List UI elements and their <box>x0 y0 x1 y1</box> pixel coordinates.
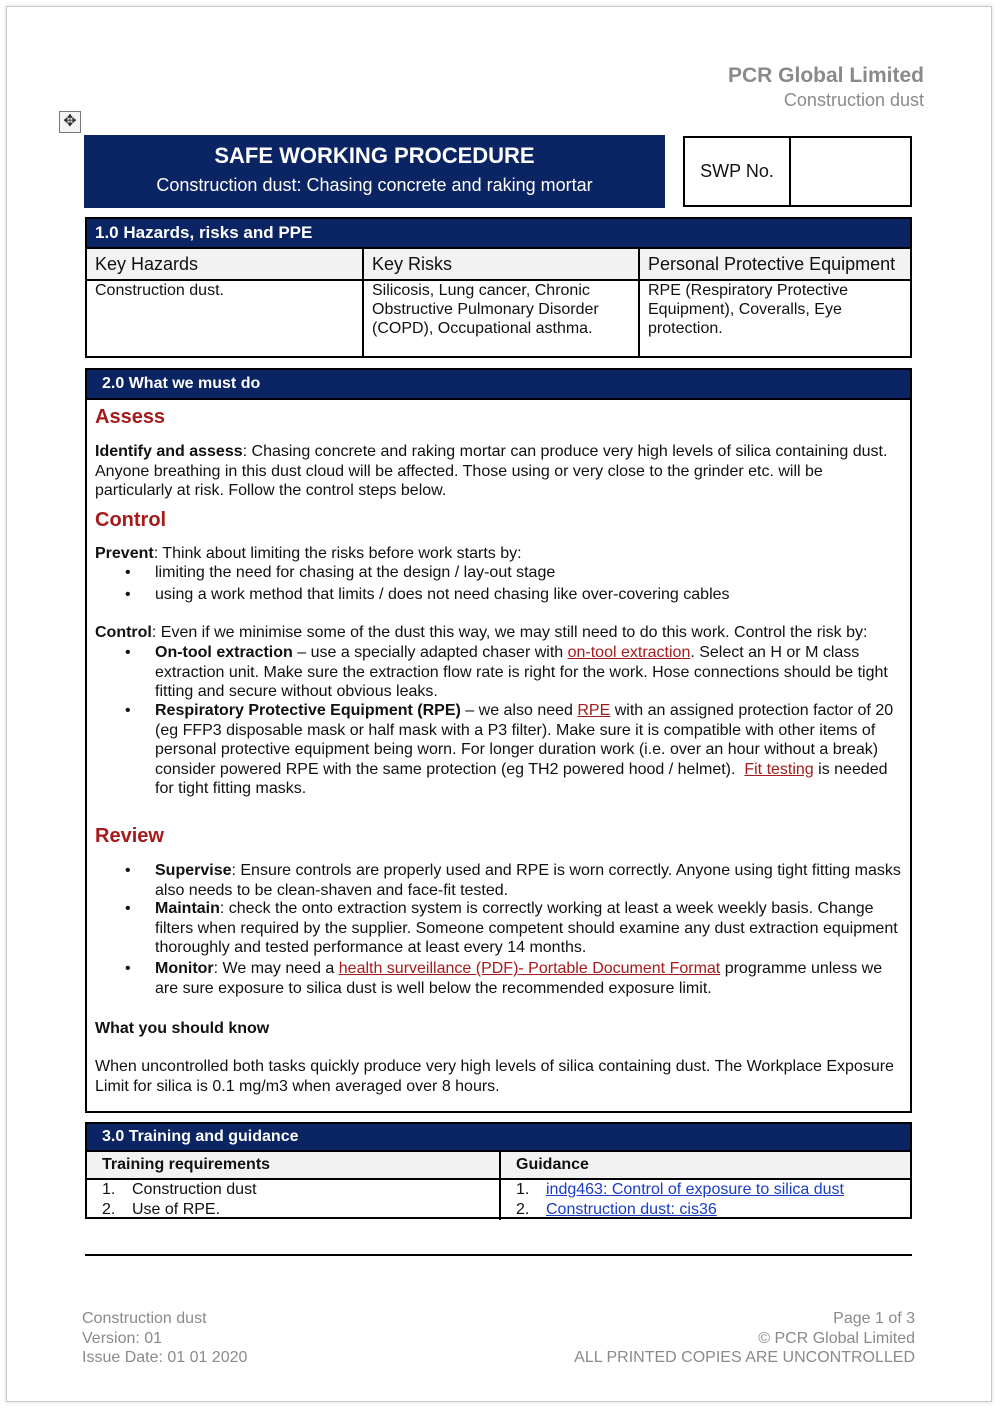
column-header: Guidance <box>500 1152 910 1179</box>
item-text: is needed for tight fitting masks. <box>155 760 888 797</box>
list-item: • using a work method that limits / does not need chasing like over-covering cables <box>125 586 730 603</box>
swp-label: SWP No. <box>685 138 791 205</box>
prevent-item: using a work method that limits / does not need chasing like over-covering cables <box>155 586 730 603</box>
rpe-link[interactable]: RPE <box>577 702 611 719</box>
table-cell: RPE (Respiratory Protective Equipment), Coveralls, Eye protection. <box>648 282 849 337</box>
cis36-link[interactable]: Construction dust: cis36 <box>546 1201 717 1218</box>
footer-right <box>574 1309 915 1368</box>
list-item: • Monitor: We may need a health surveillance (PDF)- Portable Document Format programme unless we are sure exposure to silica dust is well below the recommended exposure limit. <box>125 960 883 997</box>
health-surveillance-link[interactable]: health surveillance (PDF)- Portable Document Format <box>338 960 721 977</box>
item-text: – we also need <box>460 702 578 719</box>
item-lead: Respiratory Protective Equipment (RPE) <box>155 702 461 719</box>
fit-testing-link[interactable]: Fit testing <box>744 760 814 778</box>
section-hazards <box>85 217 912 358</box>
list-item <box>516 1180 902 1200</box>
item-text: : Ensure controls are properly used and RPE is worn correctly. Anyone using tight fitting masks also needs to be clean-shaven and face-fit tested. <box>155 862 901 899</box>
item-text: : check the onto extraction system is correctly working at least a week weekly basis. Change filters when required by the supplier. Someone competent should examine any dust extraction equipment thoroughly and tested performance at least every 14 months. <box>155 900 898 956</box>
procedure-title: SAFE WORKING PROCEDURE <box>214 143 535 168</box>
list-item: • Supervise: Ensure controls are properly used and RPE is worn correctly. Anyone using tight fitting masks also needs to be clean-shaven and face-fit tested. <box>125 862 901 899</box>
table-move-handle-icon[interactable]: ✥ <box>59 111 81 133</box>
footer-issue-date: Issue Date: 01 01 2020 <box>82 1349 248 1366</box>
indg463-link[interactable]: indg463: Control of exposure to silica dust <box>546 1181 844 1198</box>
hazards-table <box>87 249 910 356</box>
section-heading: 2.0 What we must do <box>87 370 910 400</box>
training-list <box>87 1179 500 1220</box>
column-header: Personal Protective Equipment <box>639 249 910 280</box>
prevent-paragraph <box>95 544 902 564</box>
footer-divider <box>85 1254 912 1256</box>
document-subtitle: Construction dust <box>783 90 924 110</box>
list-number: 2. <box>102 1201 116 1218</box>
swp-number-box <box>683 136 912 207</box>
list-number: 2. <box>516 1201 530 1218</box>
footer-page-number: Page 1 of 3 <box>833 1310 915 1327</box>
company-name: PCR Global Limited <box>727 64 924 87</box>
assess-lead: Identify and assess <box>95 443 243 460</box>
item-text: with an assigned protection factor of 20 (eg FFP3 disposable mask or half mask with a P3 filter). Make sure it is compatible with other items of personal protective equipment being worn. For longer duration work (i.e. over an hour without a break) consider powered RPE with the same protection (eg TH2 powered hood / helmet). <box>155 702 898 778</box>
list-item <box>102 1200 491 1220</box>
list-item: • Respiratory Protective Equipment (RPE) – we also need RPE with an assigned protection factor of 20 (eg FFP3 disposable mask or half mask with a P3 filter). Make sure it is compatible with other items of personal protective equipment being worn. For longer duration work (i.e. over an hour without a break) consider powered RPE with the same protection (eg TH2 powered hood / helmet). Fit testing is needed for tight fitting masks. <box>125 702 898 797</box>
prevent-text: : Think about limiting the risks before work starts by: <box>153 545 522 562</box>
footer-left <box>82 1309 247 1368</box>
section-heading: 1.0 Hazards, risks and PPE <box>87 219 910 249</box>
footer-copyright: © PCR Global Limited <box>758 1329 915 1347</box>
item-text: programme unless we are sure exposure to silica dust is well below the recommended exposure limit. <box>155 960 883 997</box>
training-table <box>87 1152 910 1220</box>
section-training <box>85 1122 912 1219</box>
list-item: • limiting the need for chasing at the design / lay-out stage <box>125 564 556 581</box>
item-text: – use a specially adapted chaser with <box>292 644 568 661</box>
on-tool-extraction-link[interactable]: on-tool extraction <box>567 644 691 661</box>
item-lead: On-tool extraction <box>155 644 293 661</box>
know-paragraph: When uncontrolled both tasks quickly produce very high levels of silica containing dust. The Workplace Exposure Limit for silica is 0.1 mg/m3 when averaged over 8 hours. <box>95 1058 894 1095</box>
assess-text: : Chasing concrete and raking mortar can produce very high levels of silica containing dust. Anyone breathing in this dust cloud will be affected. Those using or very close to the grinder etc. will be particularly at risk. Follow the control steps below. <box>95 443 888 499</box>
footer-doc-name: Construction dust <box>82 1310 207 1327</box>
list-number: 1. <box>516 1181 530 1198</box>
control-lead: Control <box>95 624 152 641</box>
training-item: Construction dust <box>132 1181 257 1198</box>
item-lead: Maintain <box>155 900 220 917</box>
list-item: • On-tool extraction – use a specially adapted chaser with on-tool extraction. Select an H or M class extraction unit. Make sure the extraction flow rate is right for the work. Hose connections should be tight fitting and secure without obvious leaks. <box>125 644 888 700</box>
swp-value[interactable] <box>791 138 910 205</box>
know-heading: What you should know <box>95 1020 270 1037</box>
footer-uncontrolled-notice: ALL PRINTED COPIES ARE UNCONTROLLED <box>574 1349 915 1366</box>
table-cell: Silicosis, Lung cancer, Chronic Obstructive Pulmonary Disorder (COPD), Occupational asthma. <box>363 280 639 356</box>
column-header: Key Hazards <box>87 249 363 280</box>
control-heading: Control <box>95 509 167 531</box>
table-cell: Construction dust. <box>87 280 363 356</box>
list-item <box>102 1180 491 1200</box>
column-header: Training requirements <box>87 1152 500 1179</box>
item-text: . Select an H or M class extraction unit. Make sure the extraction flow rate is right for the work. Hose connections should be tight fitting and secure without obvious leaks. <box>155 644 888 700</box>
list-item: • Maintain: check the onto extraction system is correctly working at least a week weekly basis. Change filters when required by the supplier. Someone competent should examine any dust extraction equipment thoroughly and tested performance at least every 14 months. <box>125 900 898 956</box>
column-header: Key Risks <box>363 249 639 280</box>
control-text: : Even if we minimise some of the dust this way, we may still need to do this work. Control the risk by: <box>151 624 868 641</box>
training-item: Use of RPE. <box>132 1201 221 1218</box>
title-box <box>85 136 664 207</box>
list-number: 1. <box>102 1181 116 1198</box>
footer-version: Version: 01 <box>82 1329 163 1347</box>
section-what-we-must-do <box>85 368 912 1113</box>
guidance-list <box>500 1179 910 1220</box>
procedure-subtitle: Construction dust: Chasing concrete and raking mortar <box>156 175 593 195</box>
item-lead: Monitor <box>155 960 214 977</box>
section-heading: 3.0 Training and guidance <box>87 1124 910 1152</box>
list-item <box>516 1200 902 1220</box>
control-paragraph <box>95 623 902 643</box>
review-heading: Review <box>95 825 164 847</box>
assess-paragraph <box>95 442 902 501</box>
item-text: : We may need a <box>213 960 339 977</box>
prevent-item: limiting the need for chasing at the design / lay-out stage <box>155 564 556 581</box>
item-lead: Supervise <box>155 862 232 879</box>
assess-heading: Assess <box>95 406 166 428</box>
prevent-lead: Prevent <box>95 545 154 562</box>
